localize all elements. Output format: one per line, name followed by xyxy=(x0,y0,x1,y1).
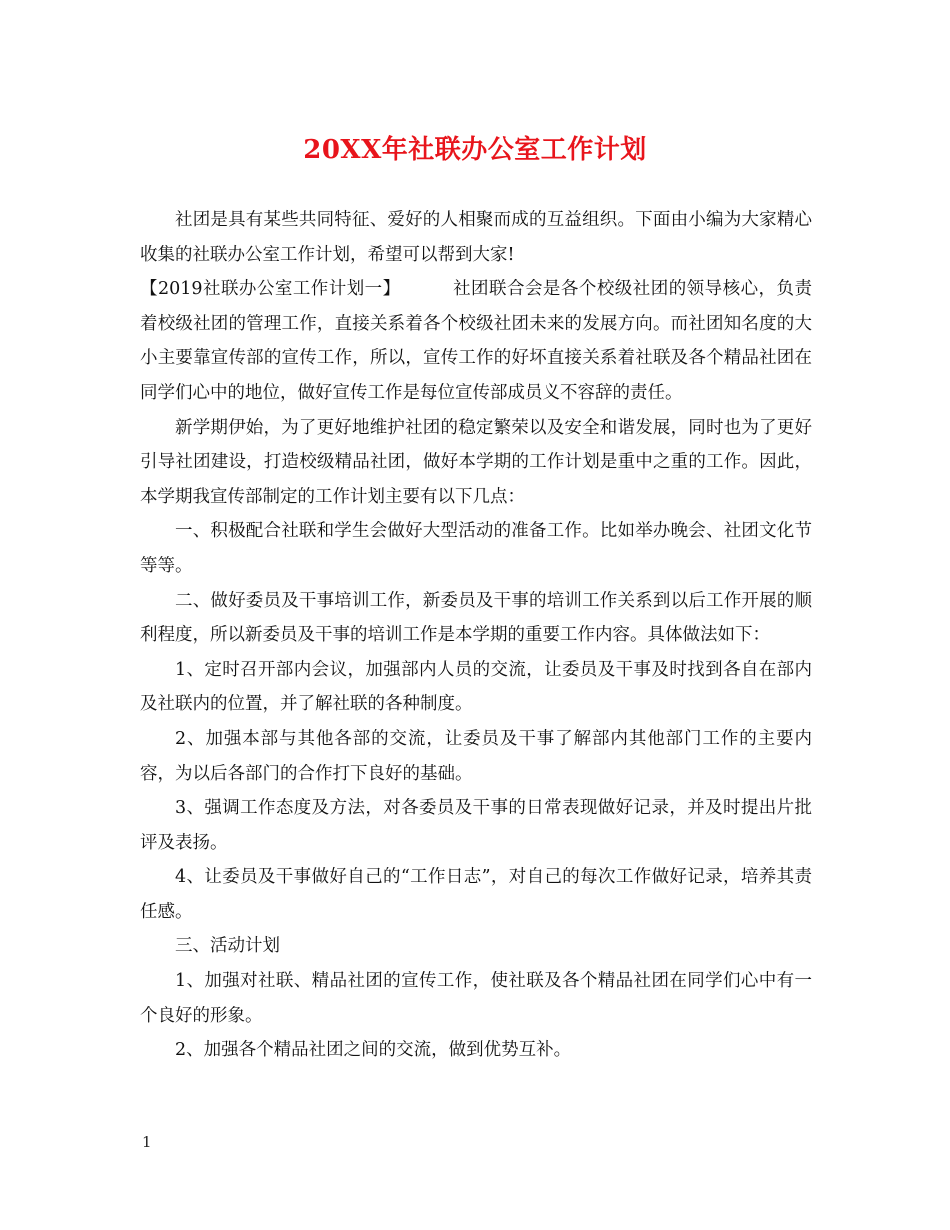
document-title: 20XX年社联办公室工作计划 xyxy=(303,135,647,165)
section-first-paragraph xyxy=(140,272,812,410)
section-subheading: 三、活动计划 xyxy=(175,936,280,957)
list-item: 2、加强各个精品社团之间的交流，做到优势互补。 xyxy=(175,1040,572,1061)
body-paragraph: 新学期伊始，为了更好地维护社团的稳定繁荣以及安全和谐发展，同时也为了更好引导社团建设，打造校级精品社团，做好本学期的工作计划是重中之重的工作。因此，本学期我宣传部制定的工作计划主要有以下几点： xyxy=(140,417,812,507)
document-body xyxy=(140,203,812,1068)
section-first-paragraph-text: 社团联合会是各个校级社团的领导核心，负责着校级社团的管理工作，直接关系着各个校级社团未来的发展方向。而社团知名度的大小主要靠宣传部的宣传工作，所以，宣传工作的好坏直接关系着社联及各个精品社团在同学们心中的地位，做好宣传工作是每位宣传部成员义不容辞的责任。 xyxy=(140,279,812,403)
section-heading: 【2019社联办公室工作计划一】 xyxy=(140,279,401,300)
list-item: 1、加强对社联、精品社团的宣传工作，使社联及各个精品社团在同学们心中有一个良好的形象。 xyxy=(140,971,812,1026)
list-item: 3、强调工作态度及方法，对各委员及干事的日常表现做好记录，并及时提出片批评及表扬。 xyxy=(140,798,812,853)
list-item: 4、让委员及干事做好自己的“工作日志”，对自己的每次工作做好记录，培养其责任感。 xyxy=(140,867,812,922)
body-paragraph: 二、做好委员及干事培训工作，新委员及干事的培训工作关系到以后工作开展的顺利程度，所以新委员及干事的培训工作是本学期的重要工作内容。具体做法如下： xyxy=(140,590,812,646)
intro-paragraph: 社团是具有某些共同特征、爱好的人相聚而成的互益组织。下面由小编为大家精心收集的社联办公室工作计划，希望可以帮到大家! xyxy=(140,210,812,265)
list-item: 1、定时召开部内会议，加强部内人员的交流，让委员及干事及时找到各自在部内及社联内的位置，并了解社联的各种制度。 xyxy=(140,659,812,715)
list-item: 2、加强本部与其他各部的交流，让委员及干事了解部内其他部门工作的主要内容，为以后各部门的合作打下良好的基础。 xyxy=(140,728,812,784)
page-number: 1 xyxy=(142,1133,152,1151)
body-paragraph: 一、积极配合社联和学生会做好大型活动的准备工作。比如举办晚会、社团文化节等等。 xyxy=(140,521,812,576)
